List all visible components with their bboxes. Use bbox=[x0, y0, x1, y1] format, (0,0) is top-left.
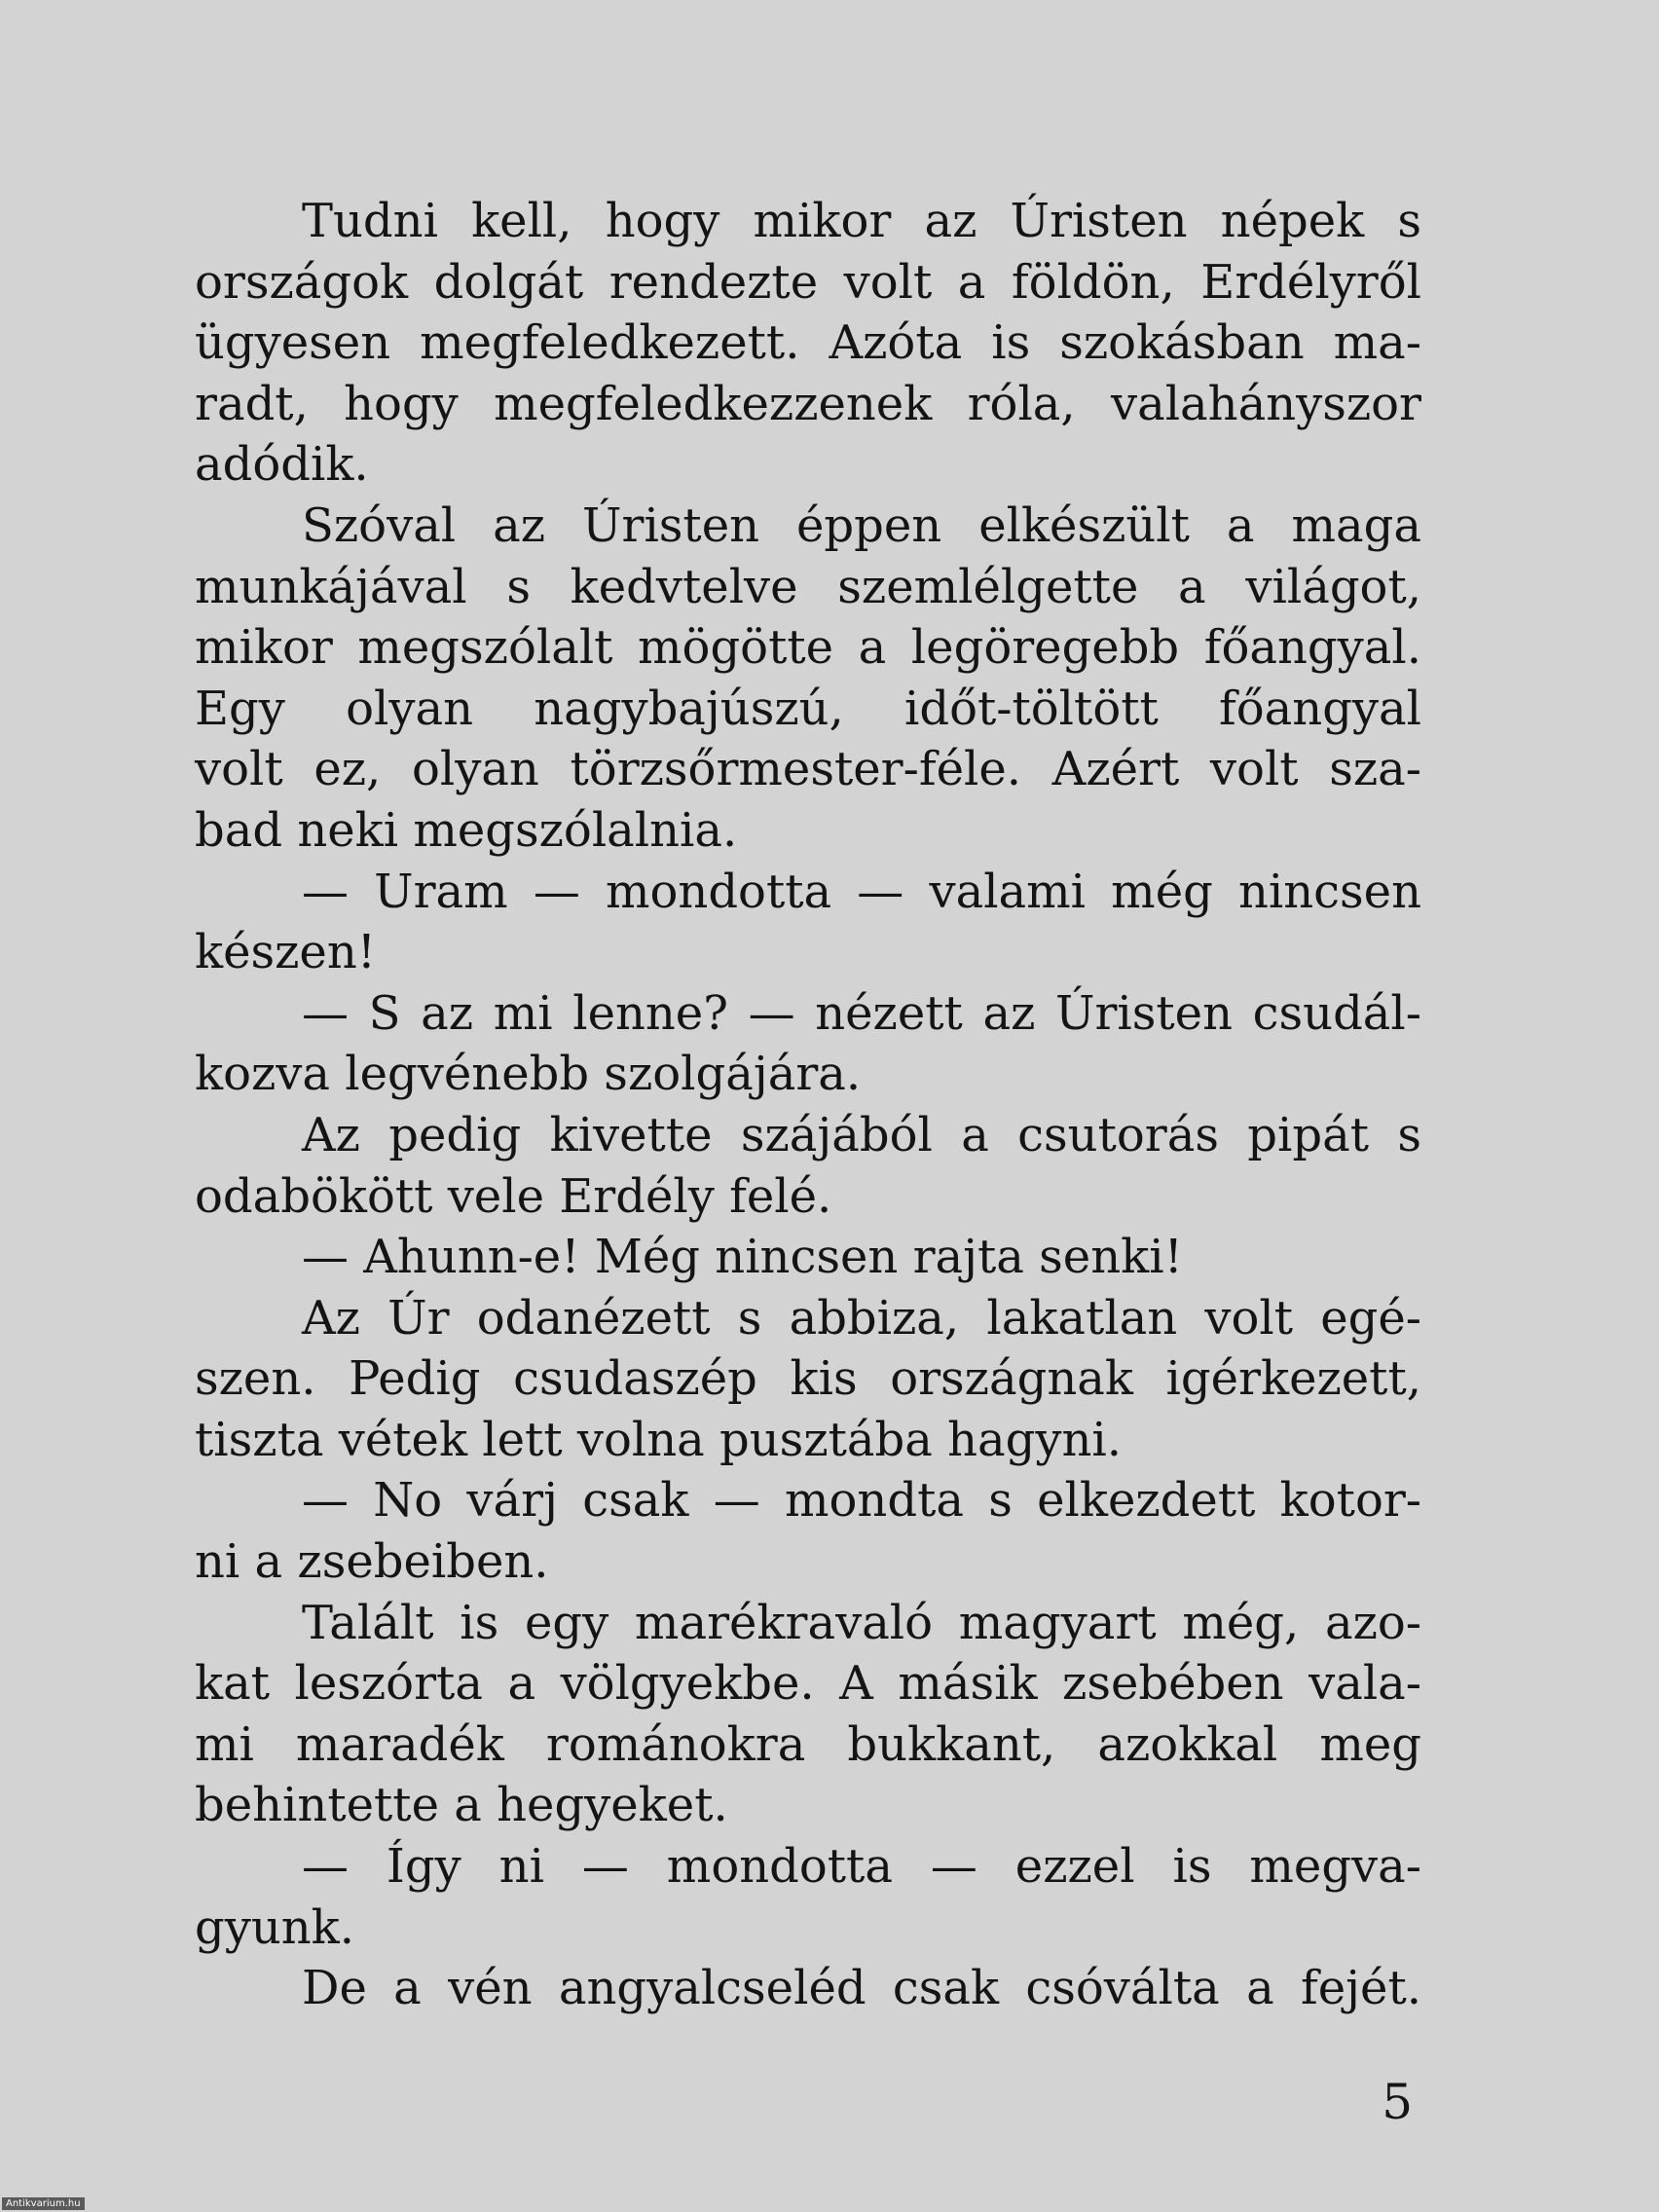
text-line: szen. Pedig csudaszép kis országnak igérkezett, bbox=[195, 1351, 1421, 1407]
text-line: — Uram — mondotta — valami még nincsen bbox=[302, 864, 1421, 919]
page-number: 5 bbox=[1382, 2074, 1413, 2130]
text-line: — Ahunn-e! Még nincsen rajta senki! bbox=[302, 1230, 1183, 1285]
text-line: kozva legvénebb szolgájára. bbox=[195, 1047, 862, 1102]
text-line: készen! bbox=[195, 925, 377, 980]
text-line: országok dolgát rendezte volt a földön, Erdélyről bbox=[195, 254, 1421, 310]
text-line: odabökött vele Erdély felé. bbox=[195, 1168, 832, 1224]
body-text bbox=[195, 191, 1421, 2019]
text-line: mi maradék románokra bukkant, azokkal meg bbox=[195, 1716, 1421, 1772]
text-line: gyunk. bbox=[195, 1899, 355, 1955]
text-line: Egy olyan nagybajúszú, időt-töltött főangyal bbox=[195, 681, 1421, 736]
text-line: bad neki megszólalnia. bbox=[195, 802, 738, 858]
text-line: behintette a hegyeket. bbox=[195, 1778, 728, 1833]
text-line: — No várj csak — mondta s elkezdett kotor- bbox=[302, 1473, 1421, 1529]
text-line: volt ez, olyan törzsőrmester-féle. Azért volt sza- bbox=[195, 742, 1421, 797]
text-line: Tudni kell, hogy mikor az Úristen népek s bbox=[302, 194, 1421, 248]
watermark-logo: Antikvarium.hu bbox=[2, 2197, 85, 2210]
text-line: tiszta vétek lett volna pusztába hagyni. bbox=[195, 1412, 1123, 1467]
text-line: — S az mi lenne? — nézett az Úristen csudál- bbox=[302, 985, 1421, 1041]
text-line: Az pedig kivette szájából a csutorás pipát s bbox=[302, 1107, 1421, 1162]
text-line: kat leszórta a völgyekbe. A másik zsebében vala- bbox=[195, 1656, 1421, 1712]
text-line: ni a zsebeiben. bbox=[195, 1534, 549, 1590]
text-line: Szóval az Úristen éppen elkészült a maga bbox=[302, 498, 1421, 553]
text-line: Az Úr odanézett s abbiza, lakatlan volt egé- bbox=[302, 1290, 1421, 1346]
text-line: mikor megszólalt mögötte a legöregebb főangyal. bbox=[195, 620, 1421, 676]
text-line: Talált is egy marékravaló magyart még, azo- bbox=[302, 1595, 1421, 1650]
text-line: ügyesen megfeledkezett. Azóta is szokásban ma- bbox=[195, 315, 1421, 371]
text-line: munkájával s kedvtelve szemlélgette a világot, bbox=[195, 559, 1421, 614]
text-line: — Így ni — mondotta — ezzel is megva- bbox=[302, 1839, 1421, 1895]
text-line: De a vén angyalcseléd csak csóválta a fejét. bbox=[302, 1961, 1421, 2016]
text-line: adódik. bbox=[195, 437, 369, 493]
text-line: radt, hogy megfeledkezzenek róla, valahányszor bbox=[195, 376, 1421, 431]
